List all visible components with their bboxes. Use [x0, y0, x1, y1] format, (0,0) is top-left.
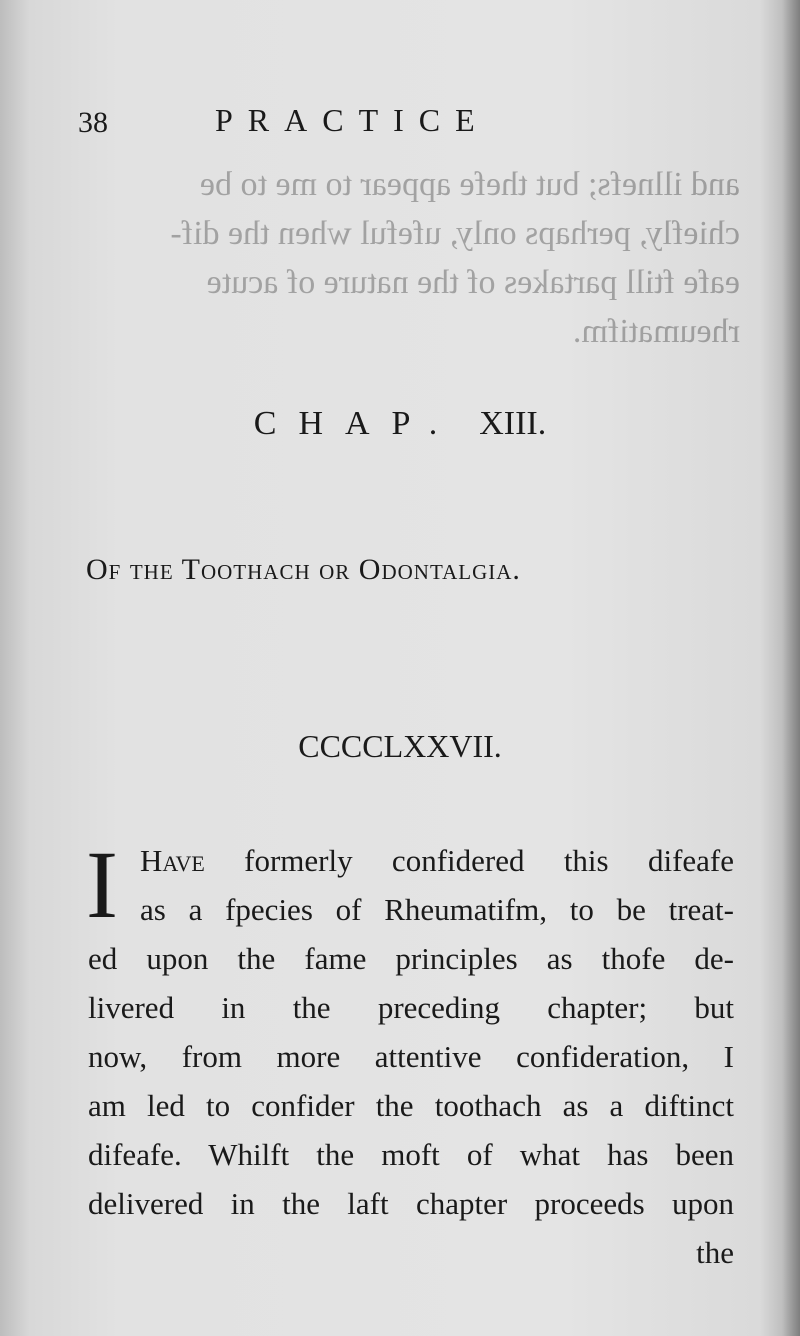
- chapter-number: XIII.: [479, 405, 547, 442]
- body-line: [140, 843, 734, 879]
- show-through-line: and illnefs; but thefe appear to me to be: [199, 166, 740, 203]
- show-through-line: eafe ftill partakes of the nature of acute: [206, 264, 740, 301]
- page-edge-shadow: [782, 0, 800, 1336]
- drop-cap: I: [86, 831, 118, 938]
- show-through-line: rheumatifm.: [572, 313, 740, 350]
- body-line: am led to confider the toothach as a diftinct: [88, 1088, 734, 1123]
- page-number: 38: [78, 106, 108, 139]
- show-through-line: chiefly, perhaps only, ufeful when the dif-: [170, 215, 740, 252]
- body-line: as a fpecies of Rheumatifm, to be treat-: [140, 892, 734, 927]
- chapter-heading: [0, 405, 800, 443]
- body-line: ed upon the fame principles as thofe de-: [88, 941, 734, 976]
- first-word: Have: [140, 843, 205, 878]
- section-number: CCCCLXXVII.: [298, 728, 502, 764]
- running-title: PRACTICE: [215, 102, 490, 138]
- chapter-title: Of the Toothach or Odontalgia.: [86, 553, 521, 586]
- catchword: the: [696, 1235, 734, 1270]
- chapter-word: CHAP.: [253, 405, 460, 442]
- body-line: livered in the preceding chapter; but: [88, 990, 734, 1025]
- body-line: now, from more attentive confideration, I: [88, 1039, 734, 1074]
- body-line: difeafe. Whilft the moft of what has been: [88, 1137, 734, 1172]
- body-line-text: formerly confidered this difeafe: [244, 843, 734, 878]
- show-through-text: [90, 160, 740, 356]
- running-head: [0, 100, 800, 145]
- body-line: delivered in the laft chapter proceeds upon: [88, 1186, 734, 1221]
